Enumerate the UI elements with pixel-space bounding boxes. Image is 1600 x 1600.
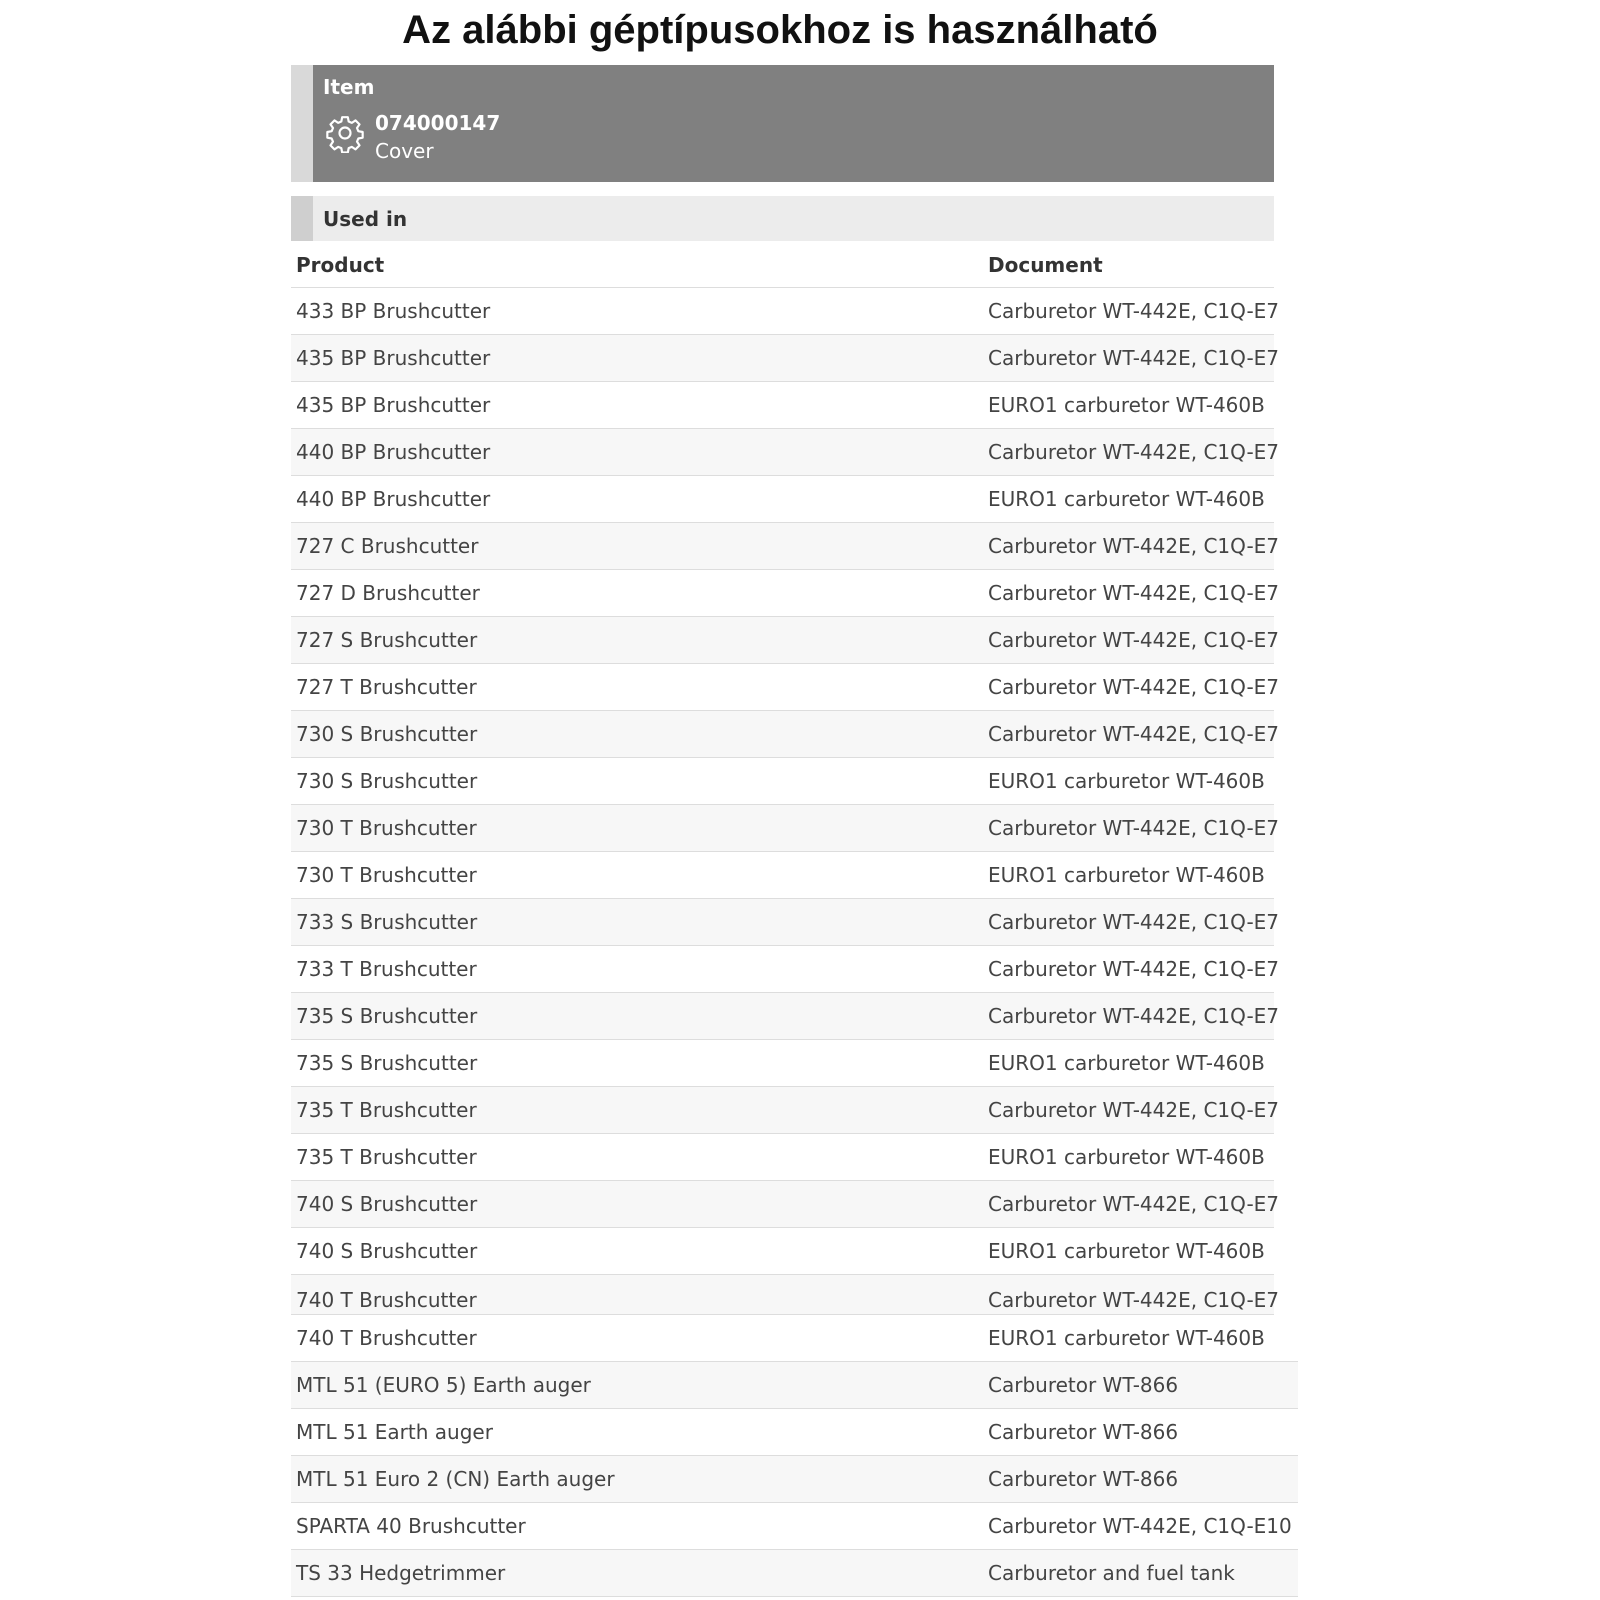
document-cell[interactable]: Carburetor WT-442E, C1Q-E7 [988, 1288, 1280, 1312]
product-cell[interactable]: 435 BP Brushcutter [296, 346, 491, 370]
product-cell[interactable]: 440 BP Brushcutter [296, 487, 491, 511]
product-cell[interactable]: 435 BP Brushcutter [296, 393, 491, 417]
product-cell[interactable]: 440 BP Brushcutter [296, 440, 491, 464]
document-cell[interactable]: Carburetor WT-442E, C1Q-E7 [988, 628, 1280, 652]
used-in-table [291, 288, 1292, 1597]
document-cell[interactable]: Carburetor WT-442E, C1Q-E7 [988, 1192, 1280, 1216]
table-row[interactable] [291, 476, 1274, 523]
table-row[interactable] [291, 1134, 1274, 1181]
document-cell[interactable]: Carburetor WT-442E, C1Q-E7 [988, 534, 1280, 558]
document-cell[interactable]: EURO1 carburetor WT-460B [988, 393, 1265, 417]
document-cell[interactable]: EURO1 carburetor WT-460B [988, 1051, 1265, 1075]
product-cell[interactable]: 730 S Brushcutter [296, 722, 478, 746]
document-cell[interactable]: EURO1 carburetor WT-460B [988, 1145, 1265, 1169]
product-cell[interactable]: 727 C Brushcutter [296, 534, 479, 558]
table-row[interactable] [291, 1181, 1280, 1228]
table-row[interactable] [291, 664, 1280, 711]
table-row[interactable] [291, 1409, 1298, 1456]
column-header-product[interactable]: Product [296, 253, 385, 277]
table-row[interactable] [291, 523, 1280, 570]
document-cell[interactable]: Carburetor WT-866 [988, 1467, 1179, 1491]
item-number: 074000147 [375, 111, 501, 135]
product-cell[interactable]: 740 S Brushcutter [296, 1192, 478, 1216]
page-title: Az alábbi géptípusokhoz is használható [402, 8, 1158, 52]
document-cell[interactable]: EURO1 carburetor WT-460B [988, 769, 1265, 793]
document-cell[interactable]: Carburetor WT-442E, C1Q-E7 [988, 440, 1280, 464]
table-header [291, 242, 1274, 288]
product-cell[interactable]: SPARTA 40 Brushcutter [296, 1514, 526, 1538]
gear-icon [325, 113, 365, 153]
table-row[interactable] [291, 1550, 1298, 1597]
table-row[interactable] [291, 1275, 1280, 1315]
table-row[interactable] [291, 288, 1280, 335]
item-name: Cover [375, 139, 434, 163]
product-cell[interactable]: 433 BP Brushcutter [296, 299, 491, 323]
table-row[interactable] [291, 382, 1274, 429]
product-cell[interactable]: 730 T Brushcutter [296, 863, 477, 887]
product-cell[interactable]: 730 T Brushcutter [296, 816, 477, 840]
product-cell[interactable]: 733 T Brushcutter [296, 957, 477, 981]
table-row[interactable] [291, 1040, 1274, 1087]
document-cell[interactable]: Carburetor WT-442E, C1Q-E7 [988, 1098, 1280, 1122]
used-in-label: Used in [323, 207, 408, 231]
table-row[interactable] [291, 899, 1280, 946]
used-in-header [291, 196, 1274, 241]
table-row[interactable] [291, 429, 1280, 476]
table-row[interactable] [291, 1503, 1298, 1550]
table-row[interactable] [291, 1087, 1280, 1134]
table-row[interactable] [291, 711, 1280, 758]
document-cell[interactable]: Carburetor WT-866 [988, 1373, 1179, 1397]
column-header-document[interactable]: Document [988, 253, 1103, 277]
document-cell[interactable]: Carburetor WT-442E, C1Q-E7 [988, 581, 1280, 605]
document-cell[interactable]: Carburetor WT-442E, C1Q-E7 [988, 675, 1280, 699]
product-cell[interactable]: 730 S Brushcutter [296, 769, 478, 793]
product-cell[interactable]: 740 S Brushcutter [296, 1239, 478, 1263]
document-cell[interactable]: EURO1 carburetor WT-460B [988, 1326, 1265, 1350]
table-row[interactable] [291, 1315, 1298, 1362]
item-label: Item [323, 75, 375, 99]
product-cell[interactable]: 735 S Brushcutter [296, 1051, 478, 1075]
document-cell[interactable]: Carburetor and fuel tank [988, 1561, 1235, 1585]
product-cell[interactable]: 735 T Brushcutter [296, 1098, 477, 1122]
product-cell[interactable]: 740 T Brushcutter [296, 1288, 477, 1312]
table-row[interactable] [291, 946, 1280, 993]
document-cell[interactable]: Carburetor WT-442E, C1Q-E7 [988, 910, 1280, 934]
table-row[interactable] [291, 570, 1280, 617]
table-row[interactable] [291, 335, 1280, 382]
table-row[interactable] [291, 805, 1280, 852]
product-cell[interactable]: 727 S Brushcutter [296, 628, 478, 652]
document-cell[interactable]: EURO1 carburetor WT-460B [988, 487, 1265, 511]
document-cell[interactable]: Carburetor WT-442E, C1Q-E10 [988, 1514, 1292, 1538]
product-cell[interactable]: 735 S Brushcutter [296, 1004, 478, 1028]
document-cell[interactable]: Carburetor WT-442E, C1Q-E7 [988, 1004, 1280, 1028]
document-cell[interactable]: Carburetor WT-442E, C1Q-E7 [988, 346, 1280, 370]
document-cell[interactable]: Carburetor WT-866 [988, 1420, 1179, 1444]
table-row[interactable] [291, 1228, 1274, 1275]
document-cell[interactable]: Carburetor WT-442E, C1Q-E7 [988, 722, 1280, 746]
table-row[interactable] [291, 758, 1274, 805]
product-cell[interactable]: MTL 51 Euro 2 (CN) Earth auger [296, 1467, 615, 1491]
document-cell[interactable]: Carburetor WT-442E, C1Q-E7 [988, 299, 1280, 323]
table-row[interactable] [291, 1362, 1298, 1409]
product-cell[interactable]: 740 T Brushcutter [296, 1326, 477, 1350]
product-cell[interactable]: 735 T Brushcutter [296, 1145, 477, 1169]
product-cell[interactable]: MTL 51 Earth auger [296, 1420, 493, 1444]
table-row[interactable] [291, 993, 1280, 1040]
document-cell[interactable]: EURO1 carburetor WT-460B [988, 1239, 1265, 1263]
table-row[interactable] [291, 1456, 1298, 1503]
document-cell[interactable]: EURO1 carburetor WT-460B [988, 863, 1265, 887]
product-cell[interactable]: MTL 51 (EURO 5) Earth auger [296, 1373, 591, 1397]
document-cell[interactable]: Carburetor WT-442E, C1Q-E7 [988, 957, 1280, 981]
table-row[interactable] [291, 852, 1274, 899]
product-cell[interactable]: 733 S Brushcutter [296, 910, 478, 934]
item-panel [291, 65, 1274, 182]
document-cell[interactable]: Carburetor WT-442E, C1Q-E7 [988, 816, 1280, 840]
product-cell[interactable]: 727 D Brushcutter [296, 581, 480, 605]
product-cell[interactable]: 727 T Brushcutter [296, 675, 477, 699]
product-cell[interactable]: TS 33 Hedgetrimmer [296, 1561, 506, 1585]
table-row[interactable] [291, 617, 1280, 664]
